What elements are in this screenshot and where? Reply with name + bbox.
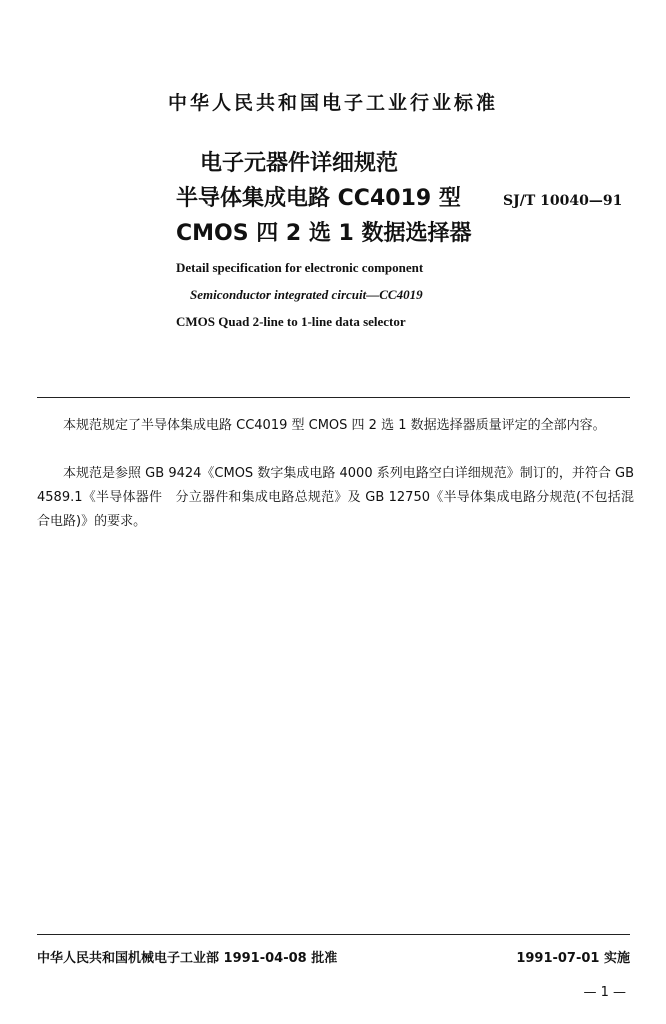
title-en-line-3: CMOS Quad 2-line to 1-line data selector bbox=[176, 314, 406, 329]
title-en-line-2: Semiconductor integrated circuit—CC4019 bbox=[190, 287, 423, 302]
implementation-date: 1991-07-01 实施 bbox=[516, 951, 630, 966]
page-number: — 1 — bbox=[583, 985, 626, 1000]
title-cn-line-2: 半导体集成电路 CC4019 型 bbox=[176, 186, 461, 211]
title-en-line-1: Detail specification for electronic component bbox=[176, 260, 424, 275]
standard-number: SJ/T 10040—91 bbox=[503, 193, 623, 209]
title-cn-line-1: 电子元器件详细规范 bbox=[200, 151, 399, 176]
approval-line: 中华人民共和国机械电子工业部 1991-04-08 批准 bbox=[37, 951, 338, 966]
standard-category-title: 中华人民共和国电子工业行业标准 bbox=[167, 92, 498, 114]
title-cn-line-3: CMOS 四 2 选 1 数据选择器 bbox=[176, 221, 472, 246]
footer-divider bbox=[37, 934, 630, 935]
reference-paragraph: 本规范是参照 GB 9424《CMOS 数字集成电路 4000 系列电路空白详细规范》制订的，并符合 GB 4589.1《半导体器件 分立器件和集成电路总规范》及 GB 12750《半导体集成电路分规范(不包括混合电路)》的要求。 bbox=[37, 466, 634, 529]
scope-paragraph: 本规范规定了半导体集成电路 CC4019 型 CMOS 四 2 选 1 数据选择器质量评定的全部内容。 bbox=[63, 418, 606, 433]
header-divider bbox=[37, 397, 630, 398]
